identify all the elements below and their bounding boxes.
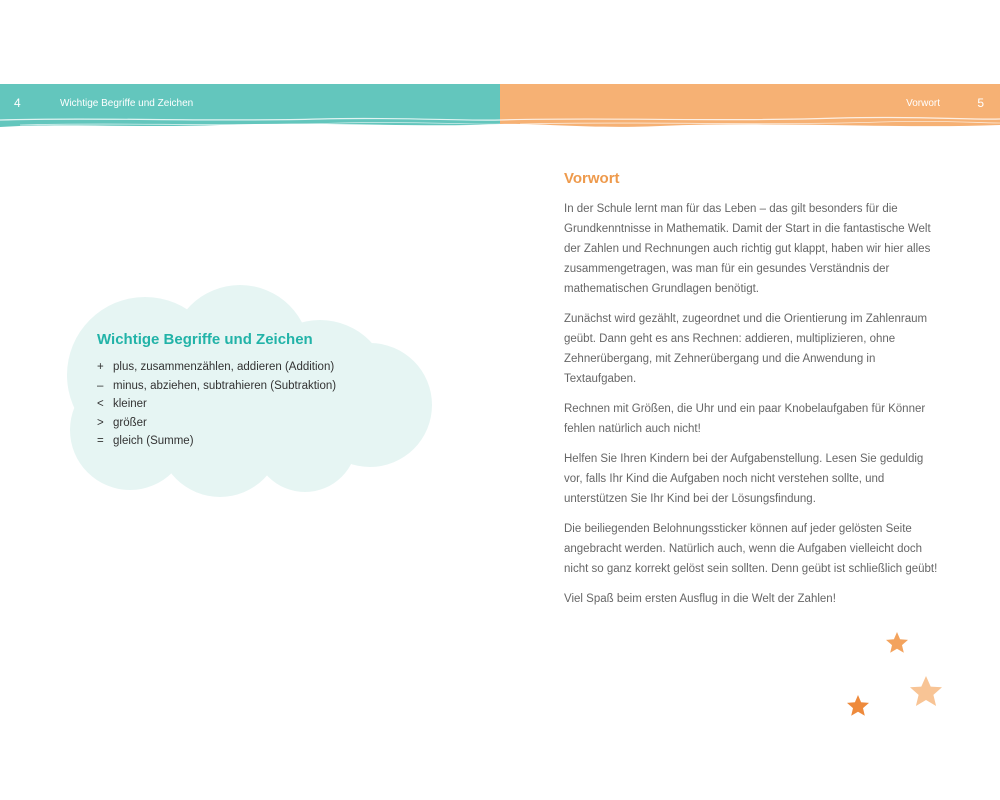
list-item: [97, 395, 336, 414]
page-number-left: 4: [14, 96, 21, 110]
vorwort-paragraph: Zunächst wird gezählt, zugeordnet und die Orientierung im Zahlenraum geübt. Dann geht es ans Rechnen: addieren, multiplizieren, ohne Zehnerübergang, mit Zehnerübergang und die Anwendung in Textaufgaben.: [564, 313, 928, 385]
terms-list: [97, 358, 336, 451]
equals-symbol: =: [97, 435, 104, 447]
page-number-right: 5: [977, 96, 984, 110]
running-title-left: Wichtige Begriffe und Zeichen: [60, 98, 194, 109]
vorwort-paragraph: Rechnen mit Größen, die Uhr und ein paar Knobelaufgaben für Könner fehlen natürlich auch nicht!: [564, 403, 926, 435]
star-icon: [847, 695, 869, 716]
star-icon: [910, 676, 942, 706]
minus-symbol: –: [97, 379, 104, 392]
terms-title: Wichtige Begriffe und Zeichen: [97, 331, 313, 348]
list-item: [97, 414, 336, 433]
vorwort-paragraph: In der Schule lernt man für das Leben – das gilt besonders für die Grundkenntnisse in Mathematik. Damit der Start in die fantastische Welt der Zahlen und Rechnungen auch richtig gut klappt, haben wir hier alles zusammengetragen, was man für ein gesundes Verständnis der mathematischen Grundlagen benötigt.: [564, 203, 931, 295]
list-item: [97, 358, 336, 377]
running-title-right: Vorwort: [906, 98, 940, 109]
term-text: gleich (Summe): [113, 435, 194, 447]
terms-box: [97, 331, 336, 451]
term-text: kleiner: [113, 398, 147, 410]
greater-than-symbol: >: [97, 416, 104, 429]
vorwort-paragraph: Viel Spaß beim ersten Ausflug in die Welt der Zahlen!: [564, 593, 836, 605]
star-icon: [886, 632, 908, 653]
plus-symbol: +: [97, 361, 104, 373]
less-than-symbol: <: [97, 398, 104, 410]
vorwort-section: [564, 170, 944, 619]
vorwort-paragraph: Helfen Sie Ihren Kindern bei der Aufgabenstellung. Lesen Sie geduldig vor, falls Ihr Kind die Aufgaben noch nicht verstehen sollte, und unterstützen Sie Ihr Kind bei der Lösungsfindung.: [564, 453, 924, 505]
list-item: [97, 432, 336, 451]
term-text: minus, abziehen, subtrahieren (Subtraktion): [113, 379, 337, 392]
term-text: plus, zusammenzählen, addieren (Addition): [113, 361, 335, 373]
vorwort-paragraph: Die beiliegenden Belohnungssticker können auf jeder gelösten Seite angebracht werden. Natürlich auch, wenn die Aufgaben vielleicht doch nicht so ganz korrekt gelöst sein sollten. Denn geübt ist schließlich geübt!: [564, 523, 938, 575]
list-item: [97, 377, 336, 396]
stars-decoration: [840, 628, 950, 723]
vorwort-title: Vorwort: [564, 170, 620, 187]
header-brush-edge: [0, 112, 1000, 134]
term-text: größer: [113, 416, 147, 429]
